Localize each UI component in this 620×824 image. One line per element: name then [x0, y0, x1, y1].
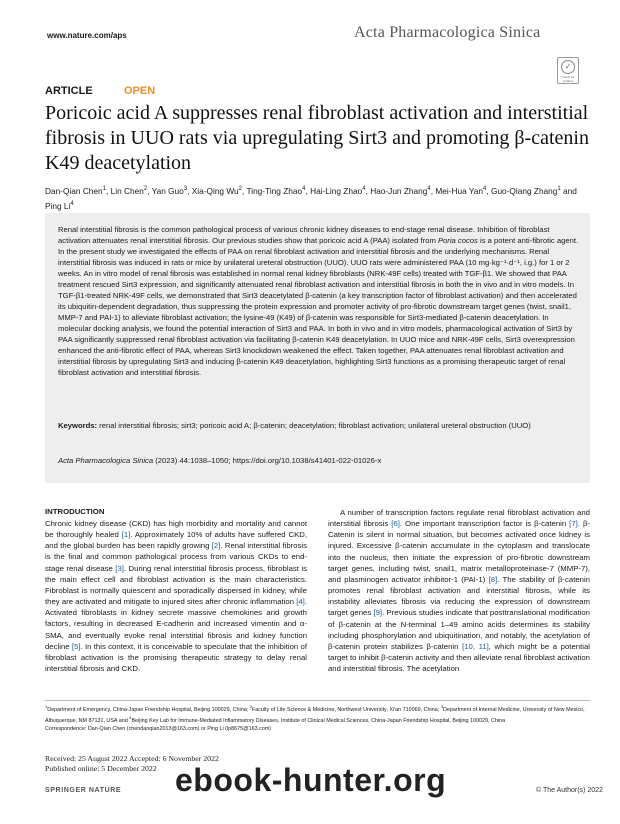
body-column-right: A number of transcription factors regulate renal fibroblast activation and interstitial fibrosis [6]. One important transcription factor is β-catenin [7]. β-Catenin is silent in normal situation, but becomes activated once kidney is injured. Excessive β-catenin accumulate in the cytoplasm and translocate into the nucleus, then initiate the expression of pro-fibrotic downstream target genes, including twist, snail1, matrix metalloproteinase-7 (MMP-7), and plasminogen activator inhibitor-1 (PAI-1) [8]. The stability of β-catenin promotes renal fibroblast activation and interstitial fibrosis, while its instability alleviates fibrosis via reducing the expression of downstream target genes [9]. Previous studies indicate that posttranslational modification of β-catenin at the N-terminal 1–49 amino acids determines its stability including phosphorylation and ubiquitination, and notably, the acetylation of β-catenin protein stabilizes β-catenin [10, 11], which might be a potential target to inhibit β-catenin activity and then alleviate renal fibroblast activation and interstitial fibrosis. The acetylation	[328, 508, 590, 674]
reference-link[interactable]: [7]	[569, 519, 578, 529]
author-name: Lin Chen	[110, 185, 144, 196]
author-name: Ting-Ting Zhao	[246, 185, 303, 196]
check-updates-label: Check for updates	[561, 75, 575, 83]
author-name: Dan-Qian Chen	[45, 185, 103, 196]
author-affiliation-marker: 4	[70, 200, 74, 207]
affiliation-text: Department of Emergency, China-Japan Friendship Hospital, Beijing 100029, China;	[47, 706, 250, 713]
check-updates-icon: ✓	[561, 60, 575, 74]
citation-journal: Acta Pharmacologica Sinica	[58, 456, 154, 465]
journal-url[interactable]: www.nature.com/aps	[47, 31, 127, 40]
open-access-badge: OPEN	[124, 85, 156, 97]
author[interactable]	[310, 186, 365, 196]
affiliation-number: 2	[249, 704, 252, 709]
check-updates-badge[interactable]	[557, 57, 579, 84]
footnotes	[45, 703, 590, 734]
reference-link[interactable]: [1]	[121, 530, 131, 540]
received-accepted: Received: 25 August 2022 Accepted: 6 November 2022	[45, 754, 219, 763]
author[interactable]	[491, 186, 561, 196]
author-affiliation-marker: 1	[102, 186, 106, 192]
author-affiliation-marker: 4	[302, 186, 306, 192]
author-affiliation-marker: 3	[183, 186, 188, 192]
reference-link[interactable]: [6]	[391, 519, 400, 529]
reference-link[interactable]: [5]	[71, 641, 81, 651]
author-list: Dan-Qian Chen$^1$, Lin Chen$^2$, Yan Guo$^3$, Xia-Qing Wu$^2$, Ting-Ting Zhao$^4$, Hai-Ling Zhao$^4$, Hao-Jun Zhang$^4$, Mei-Hua Yan$^4$, Guo-Qiang Zhang$^1$ and Ping Li$^4$	[45, 185, 577, 211]
author-affiliation-marker: 4	[362, 186, 366, 192]
watermark: ebook-hunter.org	[175, 762, 447, 798]
author-affiliation-marker: 4	[427, 186, 431, 192]
author[interactable]	[246, 186, 305, 196]
author-affiliation-marker: 2	[238, 186, 242, 192]
publisher-logo: SPRINGER NATURE	[45, 787, 122, 794]
author-affiliation-marker: 1	[557, 186, 561, 192]
author[interactable]	[435, 186, 486, 196]
citation-details[interactable]: (2023) 44:1038–1050; https://doi.org/10.1038/s41401-022-01026-x	[153, 456, 382, 465]
author[interactable]	[370, 186, 431, 196]
affiliation-text: Department of Internal Medicine, University of New Mexico, Albuquerque, NM 87131, USA and	[45, 706, 585, 724]
author[interactable]	[192, 186, 242, 196]
published-online: Published online: 5 December 2022	[45, 764, 157, 773]
keywords	[58, 420, 580, 431]
author[interactable]	[152, 186, 187, 196]
keywords-label: Keywords:	[58, 421, 98, 430]
reference-link[interactable]: [9]	[373, 608, 383, 618]
reference-link[interactable]: [8]	[488, 574, 498, 584]
author[interactable]	[45, 201, 74, 211]
affiliation-number: 4	[129, 715, 132, 721]
species-name: Poria cocos	[437, 236, 478, 245]
author-name: Ping Li	[45, 200, 71, 211]
body-column-left: Chronic kidney disease (CKD) has high morbidity and mortality and cannot be thoroughly healed [1]. Approximately 10% of adults have suffered CKD, and the global burden has been rapidly growing [2]. Renal interstitial fibrosis is the final and common pathological process from various CKDs to end-stage renal disease [3]. During renal interstitial fibrosis process, fibroblast is the main effect cell and fibroblast activation is the main characteristics. Fibroblast is normally quiescent and sporadically dispersed in kidney, while they are activated and mitigate to injured sites after chronic inflammation [4]. Activated fibroblasts in kidney secrete massive chemokines and growth factors, resulting in decreased E-cadherin and increased vimentin and α-SMA, and eventually evoke renal interstitial fibrosis and kidney function decline [5]. In this context, it is conceivable to speculate that the inhibition of fibroblast activation is the promising therapeutic strategy to delay renal interstitial fibrosis and CKD.	[45, 519, 308, 674]
author[interactable]	[111, 186, 148, 196]
author-name: Yan Guo	[151, 185, 184, 196]
copyright: © The Author(s) 2022	[536, 787, 603, 794]
author-name: Hai-Ling Zhao	[310, 185, 363, 196]
affiliation-text: Faculty of Life Science & Medicine, Northwest University, Xi'an 710069, China;	[251, 706, 441, 713]
author[interactable]	[45, 186, 106, 196]
correspondence: Correspondence: Dan-Qian Chen (chendanqian2013@163.com) or Ping Li (lp8675@163.com)	[45, 726, 272, 733]
keywords-list: renal interstitial fibrosis; sirt3; poricoic acid A; β-catenin; deacetylation; fibroblast activation; unilateral ureteral obstruction (UUO)	[97, 421, 531, 430]
author-name: Xia-Qing Wu	[191, 185, 239, 196]
reference-link[interactable]: [4]	[296, 597, 305, 607]
footnote-divider	[45, 700, 590, 701]
author-affiliation-marker: 2	[143, 186, 148, 192]
author-affiliation-marker: 4	[483, 186, 487, 192]
affiliation-text: Beijing Key Lab for Immune-Mediated Inflammatory Diseases, Institute of Clinical Medical Sciences, China-Japan Friendship Hospital, Beijing 100029, China	[131, 718, 506, 724]
article-type: ARTICLE	[45, 85, 93, 97]
abstract-text: Renal interstitial fibrosis is the common pathological process of various chronic kidney diseases to end-stage renal disease. Inhibition of fibroblast activation attenuates renal interstitial fibrosis. Our previous studies show that poricoic acid A (PAA) isolated from Poria cocos is a potent anti-fibrotic agent. In the present study we investigated the effects of PAA on renal fibroblast activation and interstitial fibrosis and the underlying mechanisms. Renal interstitial fibrosis was induced in rats or mice by unilateral ureteral obstruction (UUO). UUO rats were administered PAA (10 mg·kg⁻¹·d⁻¹, i.g.) for 1 or 2 weeks. An in vitro model of renal fibrosis was established in normal renal kidney fibroblasts (NRK-49F cells) treated with TGF-β1. We showed that PAA treatment rescued Sirt3 expression, and significantly attenuated renal fibroblast activation and interstitial fibrosis in both the in vivo and in vitro models. In TGF-β1-treated NRK-49F cells, we demonstrated that Sirt3 deacetylated β-catenin (a key transcription factor of fibroblast activation) and then accelerated its ubiquitin-dependent degradation, thus suppressing the protein expression and promoter activity of pro-fibrotic downstream target genes (twist, snail1, MMP-7 and PAI-1) to alleviate fibroblast activation; the lysine-49 (K49) of β-catenin was responsible for Sirt3-mediated β-catenin deacetylation. In molecular docking analysis, we found the potential interaction of Sirt3 and PAA. In both in vivo and in vitro models, pharmacological activation of Sirt3 by PAA significantly suppressed renal fibroblast activation via facilitating β-catenin K49 deacetylation. In UUO mice and NRK-49F cells, Sirt3 overexpression enhanced the anti-fibrotic effect of PAA, whereas Sirt3 knockdown weakened the effect. Taken together, PAA attenuates renal fibroblast activation and interstitial fibrosis by upregulating Sirt3 and inducing β-catenin K49 deacetylation, highlighting Sirt3 functions as a promising therapeutic target of renal fibroblast activation and interstitial fibrosis.	[58, 225, 579, 377]
journal-name: Acta Pharmacologica Sinica	[354, 24, 541, 41]
reference-link[interactable]: [2]	[211, 541, 221, 551]
reference-link[interactable]: [3]	[115, 563, 124, 573]
reference-link[interactable]: [10, 11]	[462, 641, 489, 651]
affiliation-number: 1	[45, 704, 48, 709]
author-name: Hao-Jun Zhang	[370, 185, 428, 196]
article-title: Poricoic acid A suppresses renal fibroblast activation and interstitial fibrosis in UUO rats via upregulating Sirt3 and promoting β-catenin K49 deacetylation	[45, 102, 589, 174]
affiliations	[45, 703, 590, 725]
section-heading-introduction: INTRODUCTION	[45, 507, 105, 516]
author-name: Guo-Qiang Zhang	[490, 185, 558, 196]
affiliation-number: 3	[440, 704, 443, 709]
author-name: Mei-Hua Yan	[435, 185, 484, 196]
citation	[58, 455, 580, 466]
